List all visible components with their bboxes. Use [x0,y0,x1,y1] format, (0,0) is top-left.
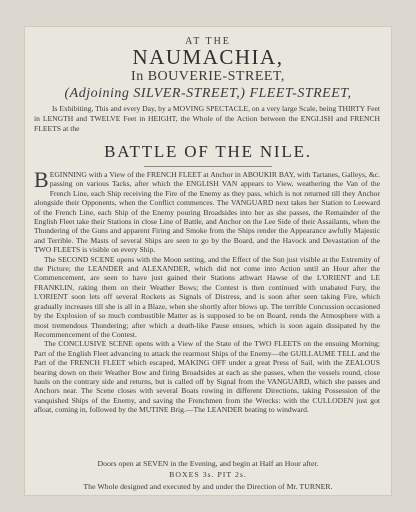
header-title: NAUMACHIA, [132,45,284,69]
battle-title: BATTLE OF THE NILE. [104,142,312,161]
ticket-prices: BOXES 3s. PIT 2s. [169,470,247,479]
first-scene-text: EGINNING with a View of the FRENCH FLEET at Anchor in ABOUKIR BAY, with Tartanes, Galleys, &c. passing on various Tacks, after which the ENGLISH VAN appears to View, weathering the Van of the French Line, each Ship receiving the Fire of the Enemy as they pass, which is not returned till they Anchor alongside their Opponents, when the Conflict commences. The VANGUARD next takes her Station to Leeward of the French Line, each Ship of the Enemy pouring Broadsides into her as she passes, the Remainder of the English Fleet take their Stations in close Line of Battle, and Anchor on the Lee Side of their Assailants, when the Thundering of the Guns and apparent Firing and Smoke from the Ships render the Appearance awfully Majestic and Terrible. The Masts of several Ships are seen to go by the Board, and the Havock and Devastation of the TWO FLEETS is visible on every Ship. [34,170,380,255]
description-body [34,167,380,415]
header-address: (Adjoining SILVER-STREET,) FLEET-STREET, [64,86,352,101]
header-location: In BOUVERIE-STREET, [131,69,285,84]
drop-cap: B [34,167,49,192]
door-times: Doors open at SEVEN in the Evening, and begin at Half an Hour after. [97,459,319,468]
playbill-sheet [24,26,392,496]
footer-credit: The Whole designed and executed by and under the Direction of Mr. TURNER. [83,482,333,491]
header-at-the: AT THE [185,36,231,47]
divider-rule [144,166,272,167]
paragraph-first-scene [34,167,380,255]
paragraph-conclusive-scene: The CONCLUSIVE SCENE opens with a View of the State of the TWO FLEETS on the ensuing Morning; Part of the English Fleet advancing to attack the rearmost Ships of the Enemy—the GUILLAUME TELL and the Part of the FRENCH FLEET which escaped, MAKING OFF under a great Press of Sail, with the ZEALOUS bearing down on their Weather Bow and firing Broadsides at each as she passes, when the vessels round, close hauls on the contrary side and returns, but is called off by Signal from the VANGUARD, which she passes and Anchors near. The Scene closes with several Boats rowing in different Directions, taking Possession of the vanquished Ships of the Enemy, and saving the Frenchmen from the Wrecks: with the CULLODEN just got afloat, coming in, followed by the MUTINE Brig.—The LEANDER beating to windward. [34,339,380,415]
intro-paragraph: Is Exhibiting, This and every Day, by a MOVING SPECTACLE, on a very large Scale, being THIRTY Feet in LENGTH and TWELVE Feet in HEIGHT, the Whole of the Action between the ENGLISH and FRENCH FLEETS at the [34,104,380,133]
paragraph-second-scene: The SECOND SCENE opens with the Moon setting, and the Effect of the Sun just visible at the Extremity of the Picture; the LEANDER and ALEXANDER, which did not come into Action until an Hour after the Commencement, are seen to have just gained their Stations athwart Hawse of the L'ORIENT and LE FRANKLIN, raking them on their Weather Bows; the Contest is then continued with unabated Fury, the L'ORIENT soon lets off several Rockets as Signals of Distress, and is soon after seen taking Fire, which gradually increases till she is all in a Blaze, when she shortly after blows up. The terrible Concussion occasioned by the Explosion of so much combustible Matter as is supposed to be on Board, rends the Atmosphere with a most tremendous Thundering; after which a death-like Pause ensues, which is soon again dissipated by the Recommencement of the Contest. [34,254,380,339]
